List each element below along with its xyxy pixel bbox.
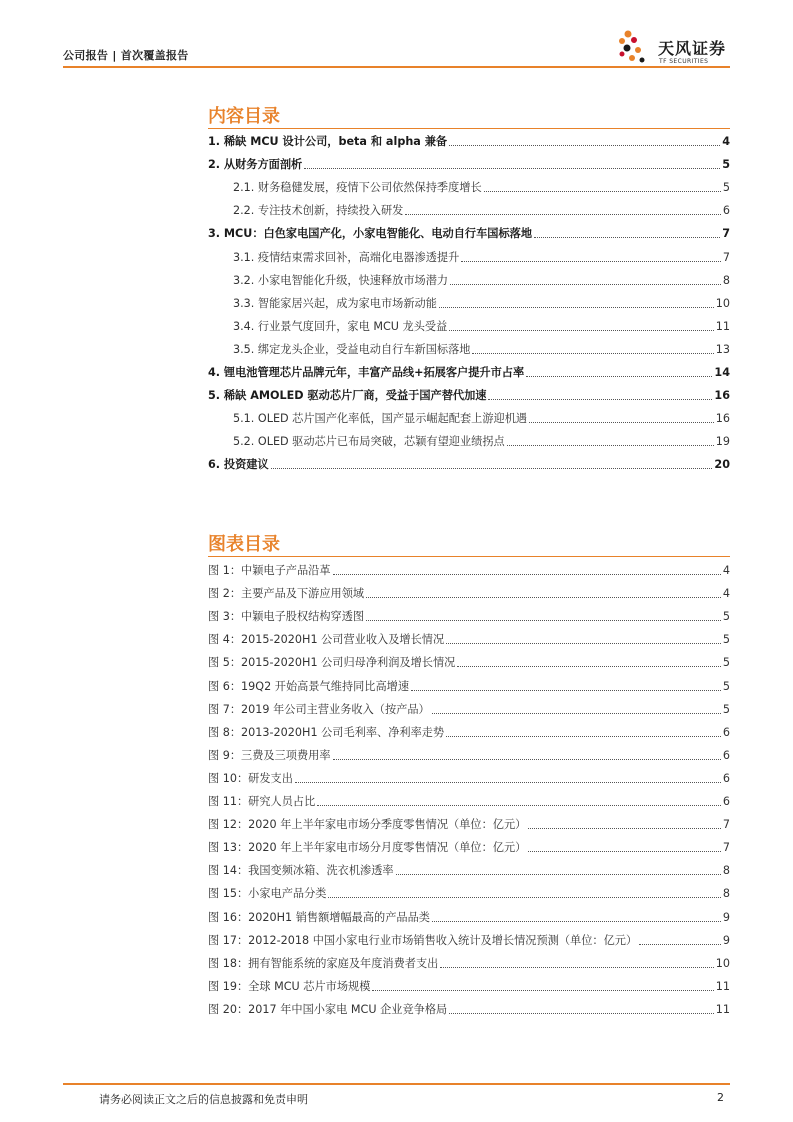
figure-entry[interactable] [208,907,730,925]
entry-title: 图 10：研发支出 [208,771,293,785]
figure-entry[interactable] [208,722,730,740]
figure-entry[interactable] [208,560,730,578]
entry-page-number: 19 [715,435,730,449]
entry-title: 图 1：中颖电子产品沿革 [208,564,331,577]
entry-page-number: 7 [722,227,730,241]
toc-subsection-entry[interactable] [233,177,730,195]
page-number: 2 [717,1091,724,1104]
entry-page-number: 9 [722,933,730,947]
entry-page-number: 6 [722,795,730,808]
dot-leader [366,597,721,598]
toc-section-entry[interactable] [208,454,730,472]
entry-page-number: 5 [722,181,730,195]
footer-disclaimer: 请务必阅读正文之后的信息披露和免责申明 [99,1093,308,1106]
dot-leader [472,353,713,354]
dot-leader [317,805,721,806]
entry-title: 图 14：我国变频冰箱、洗衣机渗透率 [208,864,394,878]
toc-subsection-entry[interactable] [233,293,730,311]
toc-subsection-entry[interactable] [233,316,730,334]
entry-page-number: 7 [722,250,730,264]
figure-entry[interactable] [208,583,730,601]
entry-title: 图 6：19Q2 开始高景气维持同比高增速 [208,679,410,693]
entry-page-number: 7 [722,818,730,832]
dot-leader [529,422,714,423]
dot-leader [333,759,721,760]
figures-title-divider [208,556,730,557]
entry-page-number: 8 [722,864,730,878]
entry-title: 图 15：小家电产品分类 [208,887,327,901]
entry-title: 4. 锂电池管理芯片品牌元年，丰富产品线+拓展客户提升市占率 [208,366,525,379]
entry-title: 3. MCU：白色家电国产化，小家电智能化、电动自行车国标落地 [208,227,533,241]
dot-leader [366,620,721,621]
dot-leader [396,874,721,875]
figure-entry[interactable] [208,745,730,763]
entry-page-number: 5 [722,679,730,693]
figure-entry[interactable] [208,883,730,901]
dot-leader [449,1013,714,1014]
figure-entry[interactable] [208,999,730,1017]
dot-leader [439,307,714,308]
entry-title: 2. 从财务方面剖析 [208,158,303,172]
entry-page-number: 6 [722,725,730,739]
dot-leader [446,736,721,737]
dot-leader [440,967,713,968]
dot-leader [526,376,712,377]
entry-page-number: 9 [722,910,730,924]
logo-name: 天风证券 [658,39,727,58]
figure-entry[interactable] [208,930,730,948]
entry-title: 图 9：三费及三项费用率 [208,748,331,762]
entry-page-number: 13 [715,342,730,356]
dot-leader [484,191,721,192]
dot-leader [461,261,721,262]
entry-title: 5.2. OLED 驱动芯片已布局突破，芯颖有望迎业绩拐点 [233,435,505,449]
entry-title: 图 7：2019 年公司主营业务收入（按产品） [208,702,430,716]
entry-page-number: 4 [722,135,730,148]
dot-leader [639,944,721,945]
entry-page-number: 5 [722,610,730,624]
dot-leader [488,399,712,400]
header-divider [63,66,730,68]
dot-leader [405,214,721,215]
entry-title: 图 19：全球 MCU 芯片市场规模 [208,979,371,993]
entry-title: 图 13：2020 年上半年家电市场分月度零售情况（单位：亿元） [208,841,527,855]
entry-title: 图 4：2015-2020H1 公司营业收入及增长情况 [208,633,445,647]
dot-leader [534,237,720,238]
dot-leader [450,284,721,285]
entry-title: 图 11：研究人员占比 [208,795,316,808]
dot-leader [507,445,714,446]
logo-mark-icon [614,28,656,70]
toc-section-entry[interactable] [208,385,730,403]
entry-page-number: 6 [722,748,730,762]
entry-page-number: 5 [722,702,730,716]
toc-subsection-entry[interactable] [233,270,730,288]
dot-leader [449,145,720,146]
entry-page-number: 10 [715,296,730,310]
figure-entry[interactable] [208,791,730,809]
entry-title: 5. 稀缺 AMOLED 驱动芯片厂商，受益于国产替代加速 [208,389,487,403]
dot-leader [528,851,721,852]
figure-entry[interactable] [208,860,730,878]
toc-subsection-entry[interactable] [233,408,730,426]
entry-page-number: 16 [715,412,730,426]
entry-title: 6. 投资建议 [208,458,269,472]
entry-title: 3.5. 绑定龙头企业，受益电动自行车新国标落地 [233,342,471,356]
entry-title: 2.1. 财务稳健发展，疫情下公司依然保持季度增长 [233,181,482,195]
entry-title: 5.1. OLED 芯片国产化率低，国产显示崛起配套上游迎机遇 [233,412,528,426]
dot-leader [432,921,721,922]
dot-leader [411,690,721,691]
figure-entry[interactable] [208,676,730,694]
entry-title: 图 3：中颖电子股权结构穿透图 [208,610,365,624]
entry-page-number: 6 [722,204,730,218]
dot-leader [295,782,721,783]
entry-title: 3.3. 智能家居兴起，成为家电市场新动能 [233,296,437,310]
entry-page-number: 4 [722,587,730,601]
figure-entry[interactable] [208,953,730,971]
dot-leader [432,713,721,714]
report-type-label: 公司报告 | 首次覆盖报告 [63,49,189,62]
entry-page-number: 20 [714,458,730,472]
entry-page-number: 11 [715,319,730,333]
toc-subsection-entry[interactable] [233,200,730,218]
figure-entry[interactable] [208,629,730,647]
entry-title: 3.4. 行业景气度回升，家电 MCU 龙头受益 [233,319,448,333]
entry-page-number: 8 [722,273,730,287]
toc-section-entry[interactable] [208,131,730,149]
contents-title: 内容目录 [208,106,280,127]
figure-entry[interactable] [208,652,730,670]
entry-page-number: 5 [722,158,730,172]
figure-entry[interactable] [208,606,730,624]
dot-leader [271,468,713,469]
figure-entry[interactable] [208,814,730,832]
dot-leader [446,643,721,644]
figure-entry[interactable] [208,976,730,994]
entry-title: 图 2：主要产品及下游应用领域 [208,587,365,601]
entry-page-number: 6 [722,771,730,785]
entry-page-number: 5 [722,656,730,670]
entry-page-number: 11 [715,979,730,993]
dot-leader [333,574,721,575]
entry-title: 图 17：2012-2018 中国小家电行业市场销售收入统计及增长情况预测（单位：亿元） [208,933,638,947]
entry-title: 3.2. 小家电智能化升级，快速释放市场潜力 [233,273,449,287]
toc-section-entry[interactable] [208,362,730,380]
footer-divider [63,1083,730,1085]
dot-leader [372,990,713,991]
toc-subsection-entry[interactable] [233,431,730,449]
dot-leader [328,897,720,898]
entry-title: 图 16：2020H1 销售额增幅最高的产品品类 [208,910,430,924]
figures-title: 图表目录 [208,534,280,555]
entry-title: 图 20：2017 年中国小家电 MCU 企业竞争格局 [208,1002,448,1016]
entry-page-number: 11 [715,1002,730,1016]
entry-page-number: 16 [714,389,730,403]
entry-page-number: 7 [722,841,730,855]
entry-page-number: 4 [722,564,730,577]
figure-entry[interactable] [208,699,730,717]
toc-section-entry[interactable] [208,223,730,241]
entry-title: 图 18：拥有智能系统的家庭及年度消费者支出 [208,956,439,970]
entry-title: 图 8：2013-2020H1 公司毛利率、净利率走势 [208,725,445,739]
toc-subsection-entry[interactable] [233,247,730,265]
entry-title: 图 12：2020 年上半年家电市场分季度零售情况（单位：亿元） [208,818,527,832]
company-logo [614,28,734,68]
entry-title: 3.1. 疫情结束需求回补，高端化电器渗透提升 [233,250,460,264]
entry-page-number: 5 [722,633,730,647]
entry-page-number: 8 [722,887,730,901]
dot-leader [449,330,713,331]
entry-page-number: 14 [714,366,730,379]
dot-leader [457,666,721,667]
toc-section-entry[interactable] [208,154,730,172]
figure-entry[interactable] [208,768,730,786]
entry-page-number: 10 [715,956,730,970]
entry-title: 图 5：2015-2020H1 公司归母净利润及增长情况 [208,656,456,670]
figure-entry[interactable] [208,837,730,855]
toc-subsection-entry[interactable] [233,339,730,357]
entry-title: 1. 稀缺 MCU 设计公司，beta 和 alpha 兼备 [208,135,448,148]
dot-leader [304,168,720,169]
entry-title: 2.2. 专注技术创新，持续投入研发 [233,204,404,218]
logo-subtitle: TF SECURITIES [659,58,709,65]
contents-title-divider [208,128,730,129]
dot-leader [528,828,721,829]
